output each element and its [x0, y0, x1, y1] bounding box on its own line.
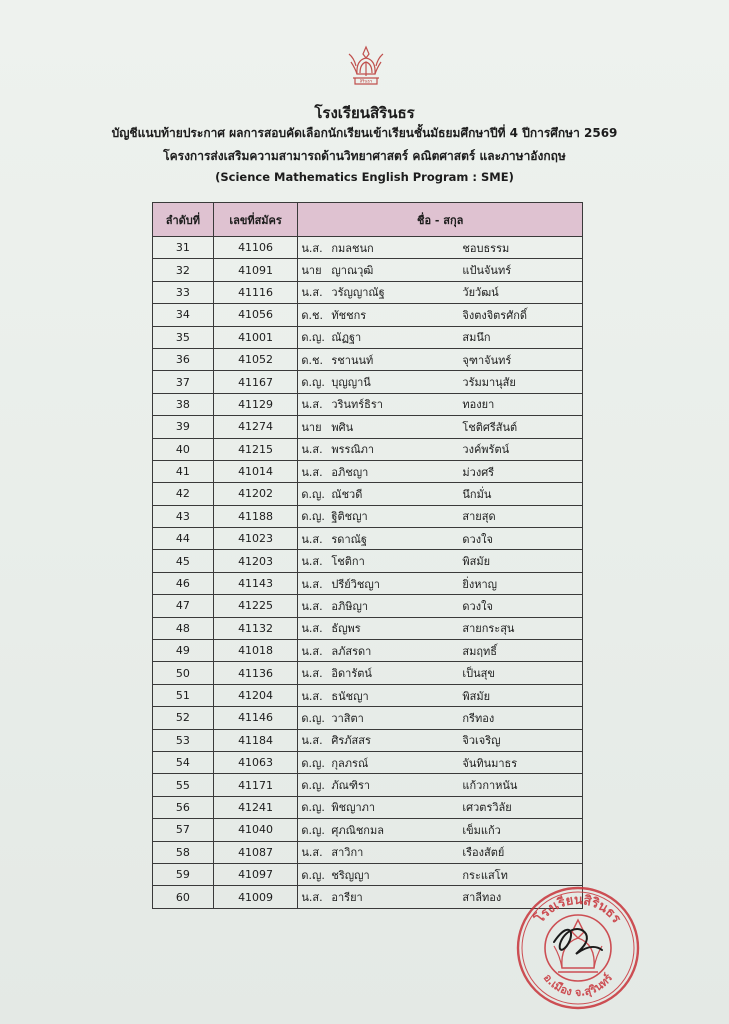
- signature-icon: [554, 929, 602, 954]
- row-first-name: ชริญญา: [331, 868, 370, 882]
- row-first-name: ธัญพร: [331, 622, 361, 636]
- row-last-name: แป้นจันทร์: [462, 264, 512, 278]
- row-number: 48: [153, 617, 214, 639]
- row-prefix: น.ส.: [301, 577, 323, 591]
- program-title: โครงการส่งเสริมความสามารถด้านวิทยาศาสตร์ คณิตศาสตร์ และภาษาอังกฤษ: [163, 149, 566, 163]
- row-full-name: [298, 371, 583, 393]
- row-application-id: 41009: [213, 886, 298, 908]
- row-full-name: [298, 483, 583, 505]
- table-row: [153, 348, 583, 370]
- row-number: 38: [153, 393, 214, 415]
- row-application-id: 41001: [213, 326, 298, 348]
- student-list-table: [152, 202, 583, 909]
- row-last-name: วงค์พรัตน์: [462, 443, 510, 457]
- row-prefix: น.ส.: [301, 443, 323, 457]
- row-application-id: 41018: [213, 640, 298, 662]
- table-row: [153, 841, 583, 863]
- table-row: [153, 483, 583, 505]
- row-last-name: วรัมมานุสัย: [462, 376, 516, 390]
- row-number: 55: [153, 774, 214, 796]
- row-prefix: ด.ญ.: [301, 510, 325, 524]
- table-row: [153, 640, 583, 662]
- row-application-id: 41202: [213, 483, 298, 505]
- row-prefix: นาย: [301, 264, 322, 278]
- row-application-id: 41056: [213, 304, 298, 326]
- row-first-name: วาสิตา: [331, 711, 364, 725]
- row-full-name: [298, 304, 583, 326]
- row-last-name: เศวตรวิลัย: [462, 801, 512, 815]
- row-last-name: จิวเจริญ: [462, 734, 501, 748]
- row-prefix: น.ส.: [301, 622, 323, 636]
- school-emblem-icon: [347, 44, 385, 94]
- row-application-id: 41188: [213, 505, 298, 527]
- row-prefix: น.ส.: [301, 689, 323, 703]
- row-first-name: ลภัสรดา: [331, 644, 372, 658]
- header-number: ลำดับที่: [153, 203, 214, 237]
- row-number: 31: [153, 237, 214, 259]
- header-application-id: เลขที่สมัคร: [213, 203, 298, 237]
- row-prefix: ด.ช.: [301, 308, 323, 322]
- row-last-name: จันทินมาธร: [462, 756, 518, 770]
- row-full-name: [298, 796, 583, 818]
- table-row: [153, 304, 583, 326]
- row-number: 47: [153, 595, 214, 617]
- row-application-id: 41116: [213, 281, 298, 303]
- row-number: 39: [153, 416, 214, 438]
- row-full-name: [298, 505, 583, 527]
- row-last-name: สมฤทธิ์: [462, 644, 497, 658]
- row-application-id: 41052: [213, 348, 298, 370]
- row-application-id: 41167: [213, 371, 298, 393]
- row-first-name: อภิชญา: [331, 465, 369, 479]
- row-last-name: แก้วกาหนัน: [462, 779, 518, 793]
- row-number: 40: [153, 438, 214, 460]
- row-application-id: 41106: [213, 237, 298, 259]
- row-number: 54: [153, 751, 214, 773]
- row-prefix: น.ส.: [301, 532, 323, 546]
- row-prefix: ด.ญ.: [301, 331, 325, 345]
- row-prefix: น.ส.: [301, 555, 323, 569]
- row-application-id: 41204: [213, 684, 298, 706]
- row-full-name: [298, 774, 583, 796]
- row-first-name: รชานนท์: [331, 353, 374, 367]
- row-prefix: ด.ญ.: [301, 868, 325, 882]
- row-prefix: น.ส.: [301, 398, 323, 412]
- row-number: 58: [153, 841, 214, 863]
- program-subtitle: (Science Mathematics English Program : SME): [215, 170, 514, 184]
- row-last-name: ทองยา: [462, 398, 495, 412]
- row-full-name: [298, 460, 583, 482]
- row-last-name: พิสมัย: [462, 555, 491, 569]
- row-last-name: สายสุด: [462, 510, 496, 524]
- table-row: [153, 684, 583, 706]
- row-number: 36: [153, 348, 214, 370]
- row-prefix: ด.ญ.: [301, 487, 325, 501]
- row-first-name: ณัชวดี: [331, 487, 363, 501]
- row-application-id: 41274: [213, 416, 298, 438]
- table-row: [153, 751, 583, 773]
- row-prefix: น.ส.: [301, 734, 323, 748]
- row-last-name: ดวงใจ: [462, 532, 493, 546]
- row-full-name: [298, 819, 583, 841]
- row-number: 33: [153, 281, 214, 303]
- row-application-id: 41129: [213, 393, 298, 415]
- row-first-name: กุลภรณ์: [331, 756, 369, 770]
- row-number: 35: [153, 326, 214, 348]
- row-first-name: ณัฏฐา: [331, 331, 362, 345]
- table-row: [153, 371, 583, 393]
- table-row: [153, 572, 583, 594]
- row-last-name: สายกระสุน: [462, 622, 515, 636]
- row-last-name: สมนึก: [462, 331, 491, 345]
- row-full-name: [298, 595, 583, 617]
- row-number: 60: [153, 886, 214, 908]
- row-application-id: 41091: [213, 259, 298, 281]
- row-prefix: น.ส.: [301, 667, 323, 681]
- row-application-id: 41063: [213, 751, 298, 773]
- row-number: 51: [153, 684, 214, 706]
- row-full-name: [298, 326, 583, 348]
- row-last-name: กระแสโท: [462, 868, 508, 882]
- row-number: 53: [153, 729, 214, 751]
- row-last-name: ชอบธรรม: [462, 241, 510, 255]
- row-application-id: 41171: [213, 774, 298, 796]
- table-row: [153, 438, 583, 460]
- table-row: [153, 460, 583, 482]
- row-full-name: [298, 662, 583, 684]
- row-last-name: จุฑาจันทร์: [462, 353, 512, 367]
- row-first-name: ปรีย์วิชญา: [331, 577, 380, 591]
- row-full-name: [298, 751, 583, 773]
- emblem-caption: สิรินธร: [359, 78, 373, 84]
- announcement-title: บัญชีแนบท้ายประกาศ ผลการสอบคัดเลือกนักเรียนเข้าเรียนชั้นมัธยมศึกษาปีที่ 4 ปีการศึกษา 2569: [111, 126, 618, 140]
- table-row: [153, 259, 583, 281]
- table-header-row: [153, 203, 583, 237]
- table-row: [153, 505, 583, 527]
- row-first-name: อภิษิญา: [331, 599, 369, 613]
- row-full-name: [298, 237, 583, 259]
- row-prefix: น.ส.: [301, 599, 323, 613]
- row-prefix: ด.ญ.: [301, 711, 325, 725]
- row-application-id: 41241: [213, 796, 298, 818]
- row-number: 42: [153, 483, 214, 505]
- table-row: [153, 774, 583, 796]
- row-prefix: ด.ญ.: [301, 376, 325, 390]
- row-full-name: [298, 348, 583, 370]
- row-last-name: นึกมั่น: [462, 487, 492, 501]
- table-body: [153, 237, 583, 909]
- table-row: [153, 707, 583, 729]
- row-prefix: น.ส.: [301, 644, 323, 658]
- row-first-name: ญาณวุฒิ: [331, 264, 374, 278]
- row-application-id: 41143: [213, 572, 298, 594]
- row-first-name: บุญญานี: [331, 376, 371, 390]
- row-first-name: วรัญญาณัฐ: [331, 286, 385, 300]
- row-last-name: โชติศรีสันต์: [462, 420, 518, 434]
- row-full-name: [298, 259, 583, 281]
- stamp-bottom-text: อ.เมือง จ.สุรินทร์: [540, 971, 616, 1000]
- row-number: 45: [153, 550, 214, 572]
- row-first-name: พิชญาภา: [331, 801, 376, 815]
- row-prefix: น.ส.: [301, 241, 323, 255]
- table-row: [153, 796, 583, 818]
- row-first-name: วรินทร์ธิรา: [331, 398, 383, 412]
- row-application-id: 41014: [213, 460, 298, 482]
- row-application-id: 41215: [213, 438, 298, 460]
- row-number: 32: [153, 259, 214, 281]
- row-last-name: กรีทอง: [462, 711, 495, 725]
- row-application-id: 41132: [213, 617, 298, 639]
- table-row: [153, 393, 583, 415]
- row-application-id: 41040: [213, 819, 298, 841]
- row-number: 43: [153, 505, 214, 527]
- row-number: 59: [153, 863, 214, 885]
- header-full-name: ชื่อ - สกุล: [298, 203, 583, 237]
- row-first-name: รดาณัฐ: [331, 532, 367, 546]
- row-first-name: กมลชนก: [331, 241, 374, 255]
- table-row: [153, 729, 583, 751]
- row-application-id: 41087: [213, 841, 298, 863]
- row-last-name: ดวงใจ: [462, 599, 493, 613]
- row-number: 57: [153, 819, 214, 841]
- row-last-name: สาลีทอง: [462, 891, 502, 905]
- row-application-id: 41023: [213, 528, 298, 550]
- row-number: 56: [153, 796, 214, 818]
- row-application-id: 41225: [213, 595, 298, 617]
- row-number: 46: [153, 572, 214, 594]
- row-prefix: นาย: [301, 420, 322, 434]
- row-prefix: ด.ญ.: [301, 823, 325, 837]
- row-application-id: 41146: [213, 707, 298, 729]
- row-last-name: วัยวัฒน์: [462, 286, 499, 300]
- row-prefix: ด.ญ.: [301, 801, 325, 815]
- row-number: 52: [153, 707, 214, 729]
- row-full-name: [298, 617, 583, 639]
- table-row: [153, 617, 583, 639]
- row-first-name: ทัชชกร: [331, 308, 367, 322]
- row-prefix: น.ส.: [301, 846, 323, 860]
- row-first-name: ภัณฑิรา: [331, 779, 371, 793]
- school-name: โรงเรียนสิรินธร: [314, 104, 415, 122]
- row-last-name: เข็มแก้ว: [462, 823, 501, 837]
- row-number: 49: [153, 640, 214, 662]
- row-full-name: [298, 281, 583, 303]
- school-seal-stamp-icon: [514, 884, 642, 1012]
- row-application-id: 41184: [213, 729, 298, 751]
- row-full-name: [298, 729, 583, 751]
- row-full-name: [298, 707, 583, 729]
- row-first-name: ธนัชญา: [331, 689, 369, 703]
- row-full-name: [298, 393, 583, 415]
- row-prefix: ด.ญ.: [301, 779, 325, 793]
- table-row: [153, 662, 583, 684]
- table-row: [153, 819, 583, 841]
- row-last-name: ม่วงศรี: [462, 465, 495, 479]
- table-row: [153, 281, 583, 303]
- stamp-top-text: โรงเรียนสิรินธร: [532, 892, 624, 927]
- row-number: 41: [153, 460, 214, 482]
- row-last-name: ยิ่งหาญ: [462, 577, 498, 591]
- row-first-name: อิดารัตน์: [331, 667, 372, 681]
- table-row: [153, 550, 583, 572]
- row-last-name: จิงตงจิตรศักดิ์: [462, 308, 528, 322]
- row-full-name: [298, 841, 583, 863]
- row-full-name: [298, 550, 583, 572]
- row-prefix: น.ส.: [301, 891, 323, 905]
- row-last-name: พิสมัย: [462, 689, 491, 703]
- row-first-name: สาวิกา: [331, 846, 364, 860]
- row-first-name: ศิรภัสสร: [331, 734, 371, 748]
- row-number: 50: [153, 662, 214, 684]
- table-row: [153, 863, 583, 885]
- row-prefix: ด.ช.: [301, 353, 323, 367]
- row-number: 44: [153, 528, 214, 550]
- row-full-name: [298, 528, 583, 550]
- row-application-id: 41136: [213, 662, 298, 684]
- row-full-name: [298, 684, 583, 706]
- row-first-name: ฐิติชญา: [331, 510, 368, 524]
- row-number: 37: [153, 371, 214, 393]
- row-first-name: อารียา: [331, 891, 363, 905]
- table-row: [153, 528, 583, 550]
- row-number: 34: [153, 304, 214, 326]
- row-prefix: ด.ญ.: [301, 756, 325, 770]
- row-application-id: 41097: [213, 863, 298, 885]
- row-last-name: เรืองสัตย์: [462, 846, 505, 860]
- row-full-name: [298, 863, 583, 885]
- row-last-name: เป็นสุข: [462, 667, 495, 681]
- row-prefix: น.ส.: [301, 286, 323, 300]
- table-row: [153, 326, 583, 348]
- row-first-name: ศุภณิชกมล: [331, 823, 384, 837]
- row-full-name: [298, 572, 583, 594]
- row-full-name: [298, 640, 583, 662]
- row-first-name: พรรณิภา: [331, 443, 375, 457]
- row-first-name: โชติกา: [331, 555, 365, 569]
- row-full-name: [298, 416, 583, 438]
- table-row: [153, 416, 583, 438]
- row-first-name: พศิน: [331, 420, 354, 434]
- table-row: [153, 237, 583, 259]
- row-application-id: 41203: [213, 550, 298, 572]
- table-row: [153, 595, 583, 617]
- row-full-name: [298, 438, 583, 460]
- row-prefix: น.ส.: [301, 465, 323, 479]
